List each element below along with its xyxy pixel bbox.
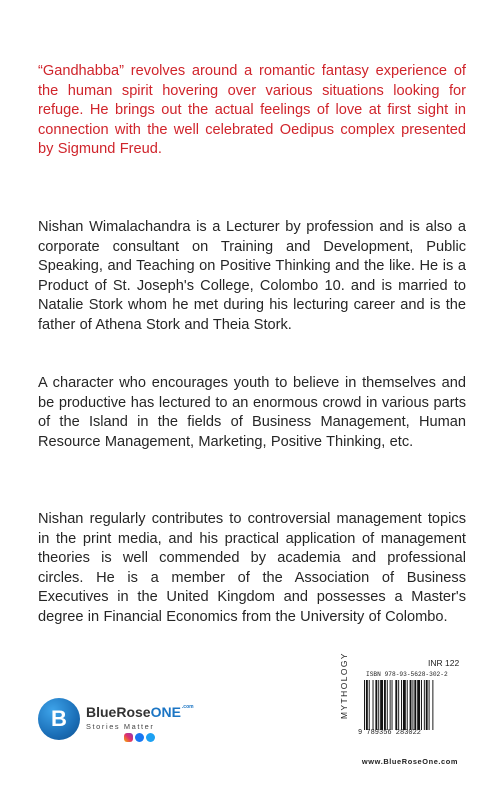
isbn-label: ISBN 978-93-5628-302-2	[366, 671, 448, 678]
publisher-logo-icon: B	[38, 698, 80, 740]
instagram-icon	[124, 733, 133, 742]
social-icons	[124, 733, 155, 742]
book-price: INR 122	[428, 658, 460, 668]
twitter-icon	[146, 733, 155, 742]
barcode-block	[354, 671, 466, 751]
author-bio-paragraph-1: Nishan Wimalachandra is a Lecturer by profession and is also a corporate consultant on Training and Development, Public Speaking, and Teaching on Positive Thinking and the like. He is a Product of St. Joseph's College, Colombo 10. and is married to Natalie Stork whom he met during his lecturing career and is the father of Athena Stork and Theia Stork.	[38, 219, 466, 333]
book-category: MYTHOLOGY	[339, 651, 349, 719]
publisher-name-part2: ONE	[150, 704, 181, 720]
publisher-tagline: Stories Matter	[86, 722, 155, 731]
publisher-name-suffix: .com	[181, 704, 194, 710]
publisher-name	[86, 704, 194, 720]
author-bio-paragraph-3: Nishan regularly contributes to controversial management topics in the print media, and his practical application of management theories is well commended by academia and professional circles. He is a member of the Association of Business Executives in the United Kingdom and possesses a Master's degree in Financial Economics from the University of Colombo.	[38, 511, 466, 625]
facebook-icon	[135, 733, 144, 742]
publisher-website: www.BlueRoseOne.com	[361, 757, 459, 766]
publisher-name-part1: BlueRose	[86, 704, 151, 720]
barcode-icon	[364, 680, 458, 730]
barcode-number: 9 789356 283022	[358, 729, 422, 737]
publisher-logo	[38, 696, 194, 756]
author-bio-paragraph-2: A character who encourages youth to believe in themselves and be productive has lectured to an enormous crowd in various parts of the Island in the fields of Business Management, Human Resource Management, Marketing, Positive Thinking, etc.	[38, 375, 466, 450]
book-blurb: “Gandhabba” revolves around a romantic fantasy experience of the human spirit hovering over various situations looking for refuge. He brings out the actual feelings of love at first sight in connection with the well celebrated Oedipus complex presented by Sigmund Freud.	[38, 63, 466, 158]
